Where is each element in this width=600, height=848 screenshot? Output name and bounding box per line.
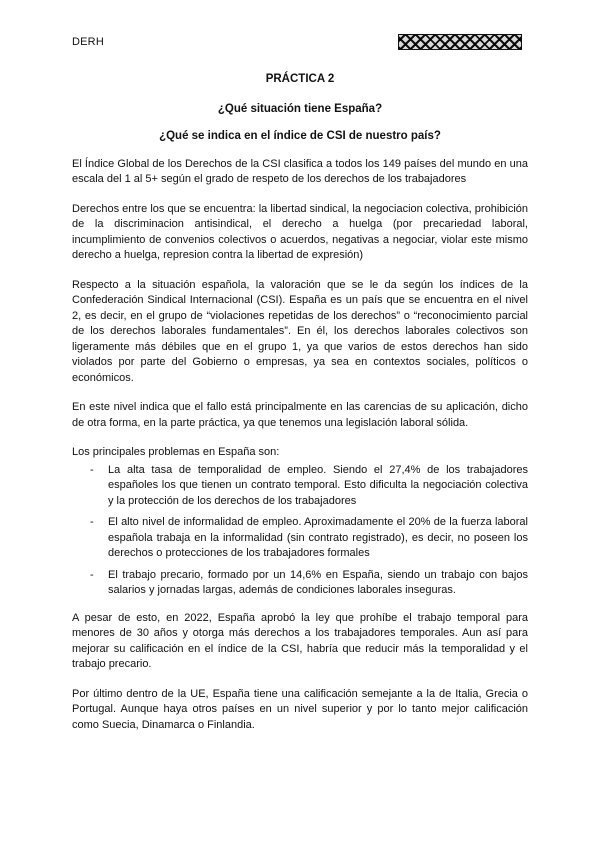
paragraph-rights: Derechos entre los que se encuentra: la libertad sindical, la negociacion colectiva, prohibición de la discriminacion antisindical, el derecho a huelga (por precariedad laboral, incumplimiento de convenios colectivos o acuerdos, negativas a negociar, violar este mismo derecho a huelga, represion contra la libertad de expresión) bbox=[72, 202, 528, 261]
list-item-text: La alta tasa de temporalidad de empleo. Siendo el 27,4% de los trabajadores españoles los que tienen un contrato temporal. Esto dificulta la negociación colectiva y la protección de los derechos de los trabajadores bbox=[108, 463, 528, 507]
list-item bbox=[72, 568, 528, 599]
redacted-block bbox=[398, 34, 522, 50]
paragraph-2022-law: A pesar de esto, en 2022, España aprobó la ley que prohíbe el trabajo temporal para menores de 30 años y otorga más derechos a los trabajadores temporales. Aun así para mejorar su calificación en el índice de la CSI, habría que reducir más la temporalidad y el trabajo precario. bbox=[72, 611, 528, 670]
page-title: PRÁCTICA 2 bbox=[265, 73, 335, 85]
paragraph-application-failure: En este nivel indica que el fallo está principalmente en las carencias de su aplicación, dicho de otra forma, en la parte práctica, ya que tenemos una legislación laboral sólida. bbox=[72, 401, 528, 429]
paragraph-spain-level: Respecto a la situación española, la valoración que se le da según los índices de la Confederación Sindical Internacional (CSI). España es un país que se encuentra en el nivel 2, es decir, en el grupo de “violaciones repetidas de los derechos” o “reconocimiento parcial de los derechos laborales fundamentales”. En él, los derechos laborales colectivos son ligeramente más débiles que en el grupo 1, ya que varios de estos derechos han sido violados por parte del Gobierno o empresas, ya sea en contextos sociales, políticos o económicos. bbox=[72, 278, 528, 384]
dash-bullet: - bbox=[90, 463, 94, 476]
document-body bbox=[72, 72, 528, 747]
header-label: DERH bbox=[72, 36, 104, 48]
problems-list bbox=[72, 463, 528, 599]
dash-bullet: - bbox=[90, 568, 94, 581]
subtitle-spain-situation: ¿Qué situación tiene España? bbox=[217, 102, 383, 115]
list-intro: Los principales problemas en España son: bbox=[72, 446, 280, 458]
list-item-text: El trabajo precario, formado por un 14,6% en España, siendo un trabajo con bajos salarios y jornadas largas, además de condiciones laborales inseguras. bbox=[108, 568, 528, 596]
paragraph-index-intro: El Índice Global de los Derechos de la CSI clasifica a todos los 149 países del mundo en una escala del 1 al 5+ según el grado de respeto de los derechos de los trabajadores bbox=[72, 157, 528, 185]
paragraph-eu-comparison: Por último dentro de la UE, España tiene una calificación semejante a la de Italia, Grecia o Portugal. Aunque haya otros países en un nivel superior y por lo tanto mejor calificación como Suecia, Dinamarca o Finlandia. bbox=[72, 687, 528, 731]
subtitle-csi-index: ¿Qué se indica en el índice de CSI de nuestro país? bbox=[159, 130, 441, 142]
dash-bullet: - bbox=[90, 516, 94, 528]
list-item bbox=[72, 463, 528, 510]
list-item bbox=[72, 515, 528, 562]
list-item-text: El alto nivel de informalidad de empleo. Aproximadamente el 20% de la fuerza laboral española trabaja en la informalidad (sin contrato registrado), es decir, no poseen los derechos o protecciones de los trabajadores formales bbox=[108, 516, 528, 559]
